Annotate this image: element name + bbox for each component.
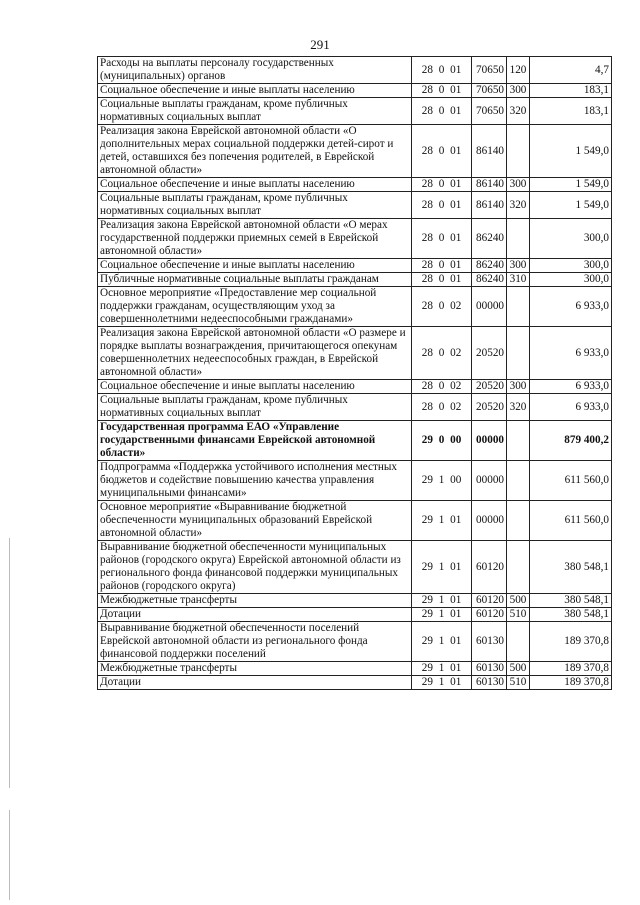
row-name: Социальное обеспечение и иные выплаты населению [98,84,412,98]
row-code: 29 1 01 [412,608,472,622]
row-kind: 510 [507,608,530,622]
row-target: 20520 [472,380,507,394]
row-code: 29 1 01 [412,501,472,541]
table-row [98,273,612,287]
row-name: Выравнивание бюджетной обеспеченности муниципальных районов (городского округа) Еврейской автономной области из регионального фонда финансовой поддержки муниципальных районов (городского округа) [98,541,412,594]
row-target: 86240 [472,259,507,273]
row-name: Расходы на выплаты персоналу государственных (муниципальных) органов [98,57,412,84]
row-code: 29 1 01 [412,662,472,676]
row-amount: 1 549,0 [530,125,612,178]
row-target: 86140 [472,178,507,192]
row-amount: 4,7 [530,57,612,84]
budget-table-body [98,57,612,690]
row-amount: 6 933,0 [530,327,612,380]
row-target: 70650 [472,84,507,98]
row-code: 28 0 01 [412,125,472,178]
row-code: 28 0 02 [412,394,472,421]
table-row [98,676,612,690]
row-code: 29 1 00 [412,461,472,501]
table-row [98,421,612,461]
row-code: 28 0 01 [412,192,472,219]
row-target: 86140 [472,125,507,178]
row-code: 28 0 02 [412,327,472,380]
table-row [98,622,612,662]
row-kind: 300 [507,178,530,192]
row-name: Межбюджетные трансферты [98,594,412,608]
row-name: Основное мероприятие «Выравнивание бюджетной обеспеченности муниципальных образований Еврейской автономной области» [98,501,412,541]
row-name: Реализация закона Еврейской автономной области «О мерах государственной поддержки приемных семей в Еврейской автономной области» [98,219,412,259]
row-kind [507,622,530,662]
page-number: 291 [310,37,330,52]
table-row [98,461,612,501]
row-name: Государственная программа ЕАО «Управление государственными финансами Еврейской автономной области» [98,421,412,461]
row-code: 29 0 00 [412,421,472,461]
row-target: 00000 [472,501,507,541]
row-kind: 510 [507,676,530,690]
row-kind: 310 [507,273,530,287]
row-code: 28 0 01 [412,259,472,273]
row-amount: 1 549,0 [530,192,612,219]
row-name: Социальные выплаты гражданам, кроме публичных нормативных социальных выплат [98,394,412,421]
row-amount: 611 560,0 [530,501,612,541]
row-kind: 120 [507,57,530,84]
row-kind [507,541,530,594]
row-kind [507,287,530,327]
row-name: Реализация закона Еврейской автономной области «О размере и порядке выплаты вознаграждения, причитающегося опекунам совершеннолетних недееспособных граждан, в Еврейской автономной области» [98,327,412,380]
table-row [98,394,612,421]
row-target: 86240 [472,219,507,259]
row-kind: 300 [507,380,530,394]
table-row [98,541,612,594]
row-kind [507,125,530,178]
row-code: 29 1 01 [412,541,472,594]
table-row [98,84,612,98]
row-name: Социальное обеспечение и иные выплаты населению [98,178,412,192]
row-target: 00000 [472,461,507,501]
row-amount: 380 548,1 [530,541,612,594]
row-amount: 380 548,1 [530,594,612,608]
row-kind: 320 [507,192,530,219]
table-row [98,501,612,541]
table-row [98,608,612,622]
row-amount: 1 549,0 [530,178,612,192]
row-code: 28 0 02 [412,380,472,394]
scan-margin-line [9,810,10,900]
row-amount: 189 370,8 [530,662,612,676]
table-row [98,192,612,219]
row-name: Выравнивание бюджетной обеспеченности поселений Еврейской автономной области из регионального фонда финансовой поддержки поселений [98,622,412,662]
row-target: 20520 [472,327,507,380]
row-target: 60130 [472,622,507,662]
row-amount: 611 560,0 [530,461,612,501]
row-kind [507,327,530,380]
row-kind: 320 [507,394,530,421]
row-kind [507,461,530,501]
row-kind [507,501,530,541]
row-target: 60130 [472,662,507,676]
table-row [98,287,612,327]
row-name: Социальные выплаты гражданам, кроме публичных нормативных социальных выплат [98,98,412,125]
row-code: 28 0 01 [412,178,472,192]
row-code: 28 0 01 [412,57,472,84]
row-amount: 300,0 [530,259,612,273]
scan-margin-line [9,538,10,788]
row-target: 86140 [472,192,507,219]
row-code: 29 1 01 [412,676,472,690]
row-kind: 300 [507,259,530,273]
row-name: Подпрограмма «Поддержка устойчивого исполнения местных бюджетов и содействие повышению качества управления муниципальными финансами» [98,461,412,501]
row-name: Социальное обеспечение и иные выплаты населению [98,259,412,273]
row-target: 60120 [472,608,507,622]
row-name: Дотации [98,676,412,690]
row-code: 28 0 01 [412,98,472,125]
row-target: 60130 [472,676,507,690]
row-name: Реализация закона Еврейской автономной области «О дополнительных мерах социальной поддержки детей-сирот и детей, оставшихся без попечения родителей, в Еврейской автономной области» [98,125,412,178]
table-row [98,219,612,259]
table-row [98,98,612,125]
row-name: Социальное обеспечение и иные выплаты населению [98,380,412,394]
row-amount: 6 933,0 [530,394,612,421]
table-row [98,594,612,608]
row-code: 28 0 01 [412,84,472,98]
row-name: Межбюджетные трансферты [98,662,412,676]
row-kind [507,421,530,461]
budget-table [97,56,612,690]
row-kind: 320 [507,98,530,125]
row-code: 28 0 01 [412,219,472,259]
row-amount: 6 933,0 [530,380,612,394]
row-name: Дотации [98,608,412,622]
row-amount: 300,0 [530,219,612,259]
row-code: 29 1 01 [412,622,472,662]
row-target: 20520 [472,394,507,421]
row-kind [507,219,530,259]
row-amount: 189 370,8 [530,622,612,662]
table-row [98,327,612,380]
row-name: Основное мероприятие «Предоставление мер социальной поддержки гражданам, осуществляющим уход за совершеннолетними недееспособными гражданами» [98,287,412,327]
row-target: 60120 [472,541,507,594]
row-code: 28 0 02 [412,287,472,327]
table-row [98,178,612,192]
row-code: 28 0 01 [412,273,472,287]
row-amount: 189 370,8 [530,676,612,690]
row-kind: 300 [507,84,530,98]
row-name: Социальные выплаты гражданам, кроме публичных нормативных социальных выплат [98,192,412,219]
row-amount: 879 400,2 [530,421,612,461]
row-kind: 500 [507,594,530,608]
row-amount: 6 933,0 [530,287,612,327]
row-kind: 500 [507,662,530,676]
row-target: 00000 [472,421,507,461]
table-row [98,259,612,273]
row-amount: 183,1 [530,98,612,125]
row-amount: 380 548,1 [530,608,612,622]
table-row [98,380,612,394]
row-code: 29 1 01 [412,594,472,608]
row-target: 70650 [472,57,507,84]
row-target: 60120 [472,594,507,608]
row-amount: 183,1 [530,84,612,98]
row-target: 00000 [472,287,507,327]
row-amount: 300,0 [530,273,612,287]
table-row [98,662,612,676]
row-target: 86240 [472,273,507,287]
table-row [98,125,612,178]
row-target: 70650 [472,98,507,125]
row-name: Публичные нормативные социальные выплаты гражданам [98,273,412,287]
table-row [98,57,612,84]
